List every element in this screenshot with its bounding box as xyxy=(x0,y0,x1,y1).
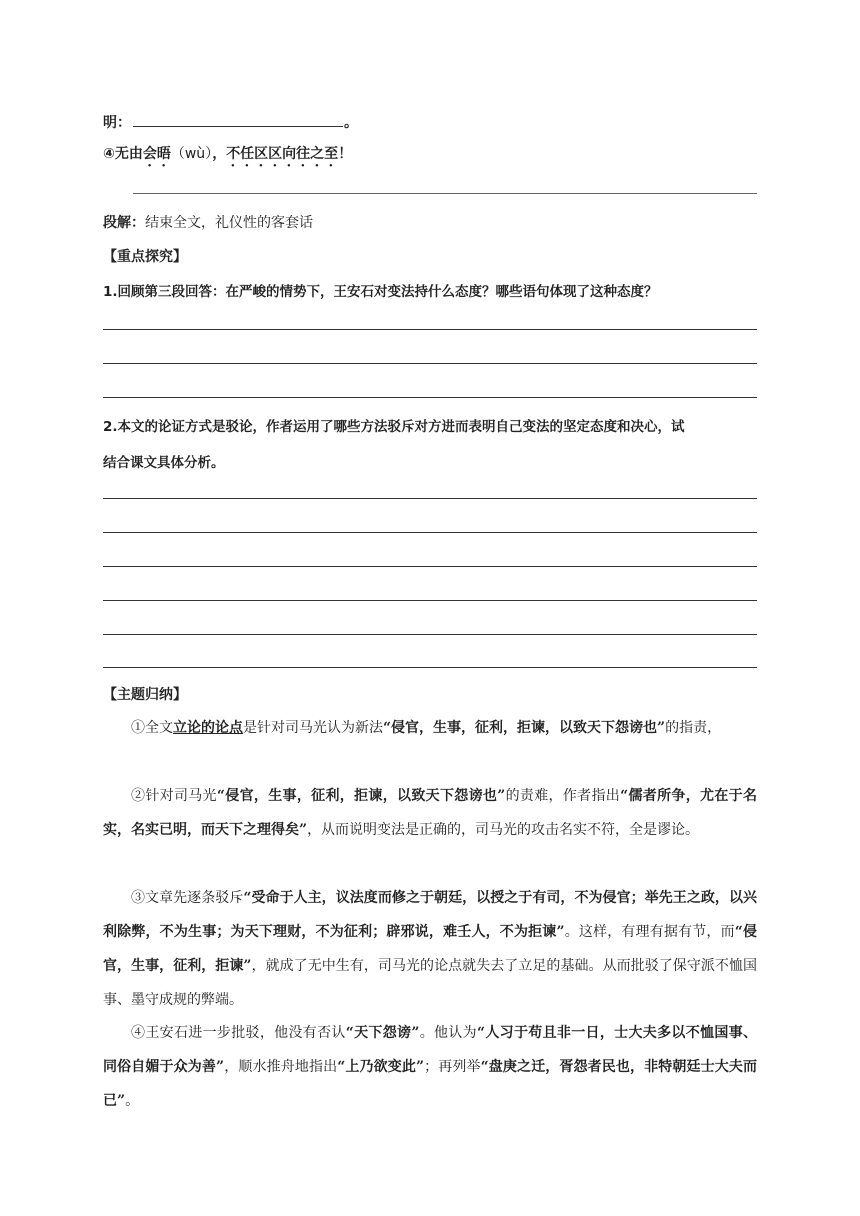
line4-dotted-phrase: 不任区区向往之至 xyxy=(226,146,339,162)
p4-quote-4: “盘庚之迁，胥怨者民也，非特朝廷士大夫而已” xyxy=(103,1059,758,1109)
duanjie-line xyxy=(103,212,313,232)
p4-quote-3: “上乃欲变此” xyxy=(337,1059,425,1075)
line4-dotted-huiwu: 会晤 xyxy=(142,146,171,162)
theme-heading: 【主题归纳】 xyxy=(103,687,187,703)
p4-text-b: 。他认为 xyxy=(419,1025,477,1041)
p3-quote-2: “侵官，生事，征利，拒谏” xyxy=(103,924,757,974)
p3-quote-1: “受命于人主，议法度而修之于朝廷，以授之于有司，不为侵官；举先王之政，以兴利除弊，不为生事；为天下理财，不为征利；辟邪说，难壬人，不为拒谏” xyxy=(103,890,757,940)
line4-pinyin: （wù） xyxy=(170,146,213,162)
question-1: 1.回顾第三段回答：在严峻的情势下，王安石对变法持什么态度？哪些语句体现了这种态度？ xyxy=(103,284,658,300)
answer-line xyxy=(103,532,757,533)
line4-marker: ④ xyxy=(103,146,115,162)
p4-text-c: ，顺水推舟地指出 xyxy=(224,1059,338,1075)
p3-text-c: ，就成了无中生有，司马光的论点就失去了立足的基础。从而批驳了保守派不恤国事、墨守成规的弊端。 xyxy=(103,958,757,1008)
answer-line xyxy=(103,363,757,364)
p3-text-b: 。这样，有理有据有节，而 xyxy=(564,924,735,940)
p2-text-c: ，从而说明变法是正确的，司马光的攻击名实不符，全是谬论。 xyxy=(307,822,700,838)
answer-line xyxy=(103,397,757,398)
answer-line xyxy=(103,667,757,668)
answer-line xyxy=(103,329,757,330)
line4-sentence xyxy=(103,143,352,170)
theme-paragraph-4 xyxy=(103,1016,757,1118)
line4-end: ！ xyxy=(338,146,353,162)
focus-heading: 【重点探究】 xyxy=(103,249,187,265)
duanjie-label: 段解： xyxy=(103,215,145,231)
p4-text-a: ④王安石进一步批驳，他没有否认 xyxy=(131,1025,346,1041)
p2-quote-2: “儒者所争，尤在于名实，名实已明，而天下之理得矣” xyxy=(103,788,757,838)
p2-text-a: ②针对司马光 xyxy=(131,788,217,804)
p1-text-b: 是针对司马光认为新法 xyxy=(243,720,383,736)
answer-line xyxy=(103,498,757,499)
answer-line xyxy=(103,566,757,567)
p4-text-d: ；再列举 xyxy=(424,1059,481,1075)
question-2-line2: 结合课文具体分析。 xyxy=(103,455,225,471)
theme-paragraph-2 xyxy=(103,779,757,847)
p2-text-b: 的责难，作者指出 xyxy=(505,788,621,804)
p1-text-a: ①全文 xyxy=(131,720,173,736)
line4-before: 无由 xyxy=(114,146,143,162)
ming-label: 明： xyxy=(103,115,131,131)
p1-underlined: 立论的论点 xyxy=(173,720,243,736)
p1-text-c: 的指责， xyxy=(665,720,722,736)
line4-comma: ， xyxy=(212,146,227,162)
p1-quote: “侵官，生事，征利，拒谏，以致天下怨谤也” xyxy=(383,720,666,736)
answer-line xyxy=(103,634,757,635)
question-2-line1: 2.本文的论证方式是驳论，作者运用了哪些方法驳斥对方进而表明自己变法的坚定态度和决心，试 xyxy=(103,419,685,435)
answer-line xyxy=(103,600,757,601)
duanjie-text: 结束全文，礼仪性的客套话 xyxy=(145,215,313,231)
theme-paragraph-1 xyxy=(103,711,757,745)
line4-answer-line xyxy=(133,193,757,194)
ming-blank-line xyxy=(133,126,343,127)
ming-period: 。 xyxy=(344,115,358,131)
p4-text-e: 。 xyxy=(125,1093,140,1109)
p4-quote-2: “人习于苟且非一日，士大夫多以不恤国事、同俗自媚于众为善” xyxy=(103,1025,758,1075)
p4-quote-1: “天下怨谤” xyxy=(345,1025,420,1041)
theme-paragraph-3 xyxy=(103,881,757,1017)
p3-text-a: ③文章先逐条驳斥 xyxy=(131,890,244,906)
p2-quote-1: “侵官，生事，征利，拒谏，以致天下怨谤也” xyxy=(216,788,506,804)
